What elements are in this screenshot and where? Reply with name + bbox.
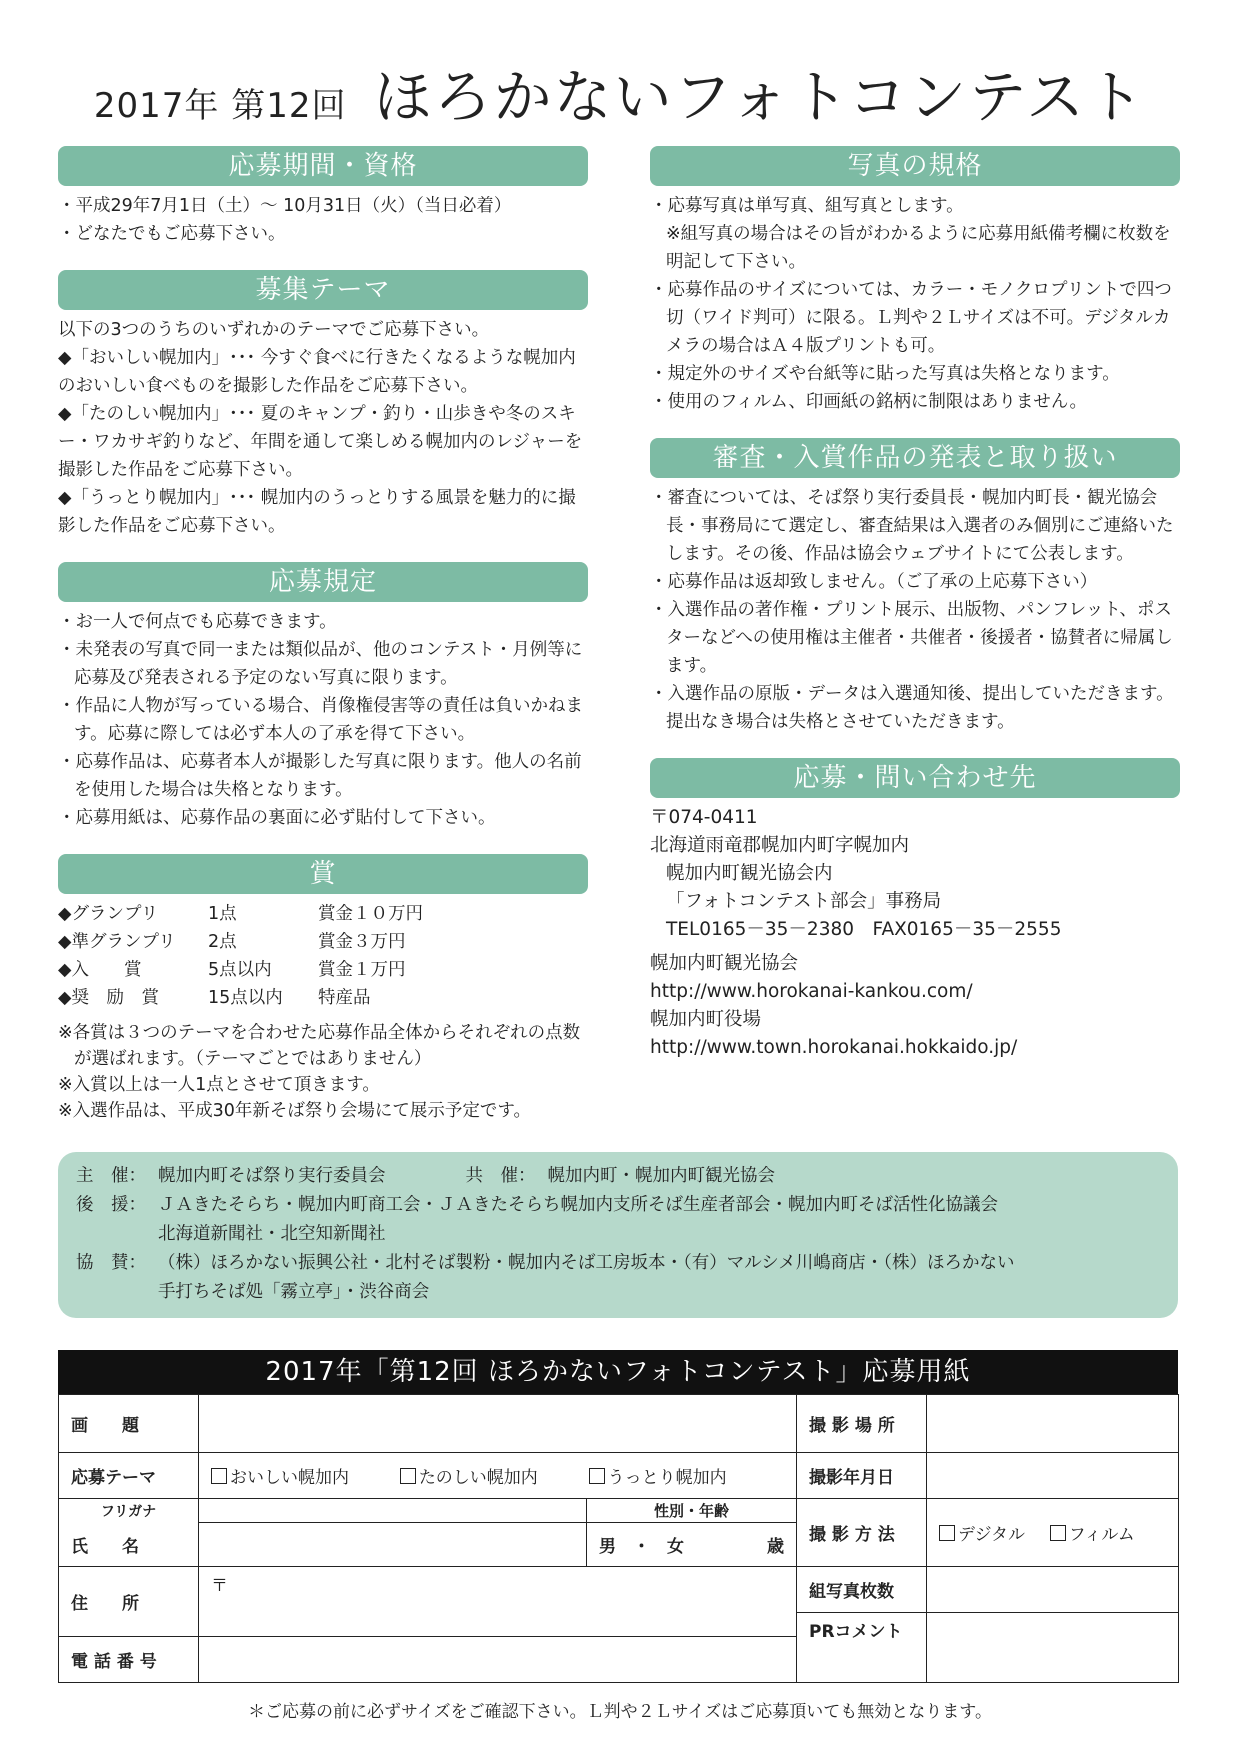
- list-item: ・規定外のサイズや台紙等に貼った写真は失格となります。: [650, 364, 1120, 384]
- town-url-link[interactable]: http://www.town.horokanai.hokkaido.jp/: [650, 1037, 1018, 1058]
- town-name: 幌加内町役場: [650, 1009, 762, 1030]
- method-options: [927, 1499, 1179, 1567]
- label-location: 撮 影 場 所: [797, 1395, 927, 1453]
- entry-form: [58, 1350, 1178, 1683]
- label-theme: 応募テーマ: [59, 1453, 199, 1499]
- section-judging: [650, 438, 1180, 736]
- paragraph: 以下の3つのうちのいずれかのテーマでご応募下さい。: [58, 320, 490, 340]
- page-title: [0, 50, 1240, 134]
- theme-checkbox-1[interactable]: おいしい幌加内: [211, 1468, 349, 1488]
- phone-input[interactable]: [199, 1637, 797, 1683]
- checkbox-icon: [939, 1525, 955, 1541]
- title-main: ほろかないフォトコンテスト: [373, 63, 1147, 131]
- list-item: ・作品に人物が写っている場合、肖像権侵害等の責任は負いかねます。応募に際しては必ず本人の了承を得て下さい。: [58, 696, 583, 744]
- list-item: ・応募写真は単写真、組写真とします。 ※組写真の場合はその旨がわかるように応募用紙備考欄に枚数を明記して下さい。: [650, 196, 1171, 272]
- list-item: ・応募作品のサイズについては、カラー・モノクロプリントで四つ切（ワイド判可）に限る。Ｌ判や２Ｌサイズは不可。デジタルカメラの場合はＡ４版プリントも可。: [650, 280, 1172, 356]
- prize-note: ※入選作品は、平成30年新そば祭り会場にて展示予定です。: [58, 1101, 532, 1121]
- support-row: 後 援： ＪＡきたそらち・幌加内町商工会・ＪＡきたそらち幌加内支所そば生産者部会・幌加内町そば活性化協議会: [76, 1195, 998, 1215]
- office-name: 「フォトコンテスト部会」事務局: [666, 891, 942, 912]
- method-checkbox-film[interactable]: フィルム: [1050, 1525, 1135, 1545]
- location-input[interactable]: [927, 1395, 1179, 1453]
- list-item: ・応募用紙は、応募作品の裏面に必ず貼付して下さい。: [58, 808, 496, 828]
- list-item: ・未発表の写真で同一または類似品が、他のコンテスト・月例等に応募及び発表される予定のない写真に限ります。: [58, 640, 583, 688]
- method-checkbox-digital[interactable]: デジタル: [939, 1525, 1025, 1545]
- left-column: [58, 146, 588, 1146]
- prize-row: ◆準グランプリ 2点 賞金３万円: [58, 932, 406, 952]
- list-item: ・使用のフィルム、印画紙の銘柄に制限はありません。: [650, 392, 1087, 412]
- section-header: 写真の規格: [650, 146, 1180, 186]
- list-item: ・平成29年7月1日（土）〜 10月31日（火）（当日必着）: [58, 196, 512, 216]
- list-item: ・応募作品は、応募者本人が撮影した写真に限ります。他人の名前を使用した場合は失格となります。: [58, 752, 582, 800]
- section-prizes: [58, 854, 588, 1124]
- gender-age-input[interactable]: 男 ・ 女 歳: [587, 1523, 797, 1567]
- comment-input[interactable]: [927, 1613, 1179, 1683]
- form-title: 2017年「第12回 ほろかないフォトコンテスト」応募用紙: [58, 1350, 1178, 1394]
- theme-options: [199, 1453, 797, 1499]
- section-header: 賞: [58, 854, 588, 894]
- prize-row: ◆入 賞 5点以内 賞金１万円: [58, 960, 406, 980]
- coop-row: 協 賛： （株）ほろかない振興公社・北村そば製粉・幌加内そば工房坂本・（有）マルシメ川嶋商店・（株）ほろかない: [76, 1253, 1015, 1273]
- assoc-name: 幌加内町観光協会: [650, 953, 799, 974]
- list-item: ・審査については、そば祭り実行委員長・幌加内町長・観光協会長・事務局にて選定し、審査結果は入選者のみ個別にご連絡いたします。その後、作品は協会ウェブサイトにて公表します。: [650, 488, 1174, 564]
- label-title: 画 題: [59, 1395, 199, 1453]
- title-prefix: 2017年 第12回: [93, 86, 347, 126]
- checkbox-icon: [1050, 1525, 1066, 1541]
- checkbox-icon: [400, 1468, 416, 1484]
- form-table: [58, 1394, 1179, 1683]
- label-count: 組写真枚数: [797, 1567, 927, 1613]
- label-comment: PRコメント: [797, 1613, 927, 1683]
- prize-row: ◆奨 励 賞 15点以内 特産品: [58, 988, 371, 1008]
- support-row-2: 北海道新聞社・北空知新聞社: [158, 1224, 386, 1244]
- address-input[interactable]: 〒: [199, 1567, 797, 1637]
- postal-code: 〒074-0411: [650, 807, 758, 828]
- section-period: [58, 146, 588, 248]
- prize-note: ※入賞以上は一人1点とさせて頂きます。: [58, 1075, 380, 1095]
- prize-note: ※各賞は３つのテーマを合わせた応募作品全体からそれぞれの点数が選ばれます。（テーマごとではありません）: [58, 1023, 581, 1069]
- paragraph: ◆「うっとり幌加内」･･･ 幌加内のうっとりする風景を魅力的に撮影した作品をご応募下さい。: [58, 488, 576, 536]
- address: 北海道雨竜郡幌加内町字幌加内: [650, 835, 910, 856]
- list-item: ・入選作品の原版・データは入選通知後、提出していただきます。提出なき場合は失格とさせていただきます。: [650, 684, 1174, 732]
- theme-checkbox-2[interactable]: たのしい幌加内: [400, 1468, 538, 1488]
- section-header: 募集テーマ: [58, 270, 588, 310]
- label-date: 撮影年月日: [797, 1453, 927, 1499]
- name-input[interactable]: [199, 1523, 587, 1567]
- label-name: 氏 名: [59, 1523, 199, 1567]
- org-name: 幌加内町観光協会内: [666, 863, 833, 884]
- label-address: 住 所: [59, 1567, 199, 1637]
- right-column: [650, 146, 1180, 1084]
- section-header: 審査・入賞作品の発表と取り扱い: [650, 438, 1180, 478]
- section-header: 応募・問い合わせ先: [650, 758, 1180, 798]
- list-item: ・お一人で何点でも応募できます。: [58, 612, 337, 632]
- paragraph: ◆「たのしい幌加内」･･･ 夏のキャンプ・釣り・山歩きや冬のスキー・ワカサギ釣りなど、年間を通して楽しめる幌加内のレジャーを撮影した作品をご応募下さい。: [58, 404, 583, 480]
- footer-note: ＊ご応募の前に必ずサイズをご確認下さい。Ｌ判や２Ｌサイズはご応募頂いても無効となります。: [248, 1702, 992, 1722]
- furigana-input[interactable]: [199, 1499, 587, 1523]
- label-gender-age: 性別・年齢: [587, 1499, 797, 1523]
- checkbox-icon: [211, 1468, 227, 1484]
- label-method: 撮 影 方 法: [797, 1499, 927, 1567]
- section-header: 応募期間・資格: [58, 146, 588, 186]
- prize-row: ◆グランプリ 1点 賞金１０万円: [58, 904, 423, 924]
- date-input[interactable]: [927, 1453, 1179, 1499]
- list-item: ・どなたでもご応募下さい。: [58, 224, 286, 244]
- phone-fax: TEL0165－35－2380 FAX0165－35－2555: [666, 919, 1062, 940]
- section-header: 応募規定: [58, 562, 588, 602]
- section-specs: [650, 146, 1180, 416]
- title-input[interactable]: [199, 1395, 797, 1453]
- assoc-url-link[interactable]: http://www.horokanai-kankou.com/: [650, 981, 973, 1002]
- count-input[interactable]: [927, 1567, 1179, 1613]
- checkbox-icon: [589, 1468, 605, 1484]
- section-rules: [58, 562, 588, 832]
- host-row: 主 催： 幌加内町そば祭り実行委員会 共 催： 幌加内町・幌加内町観光協会: [76, 1166, 775, 1186]
- list-item: ・入選作品の著作権・プリント展示、出版物、パンフレット、ポスターなどへの使用権は主催者・共催者・後援者・協賛者に帰属します。: [650, 600, 1173, 676]
- label-furigana: フリガナ: [59, 1499, 199, 1523]
- section-contact: [650, 758, 1180, 1062]
- list-item: ・応募作品は返却致しません。（ご了承の上応募下さい）: [650, 572, 1098, 592]
- label-phone: 電 話 番 号: [59, 1637, 199, 1683]
- section-theme: [58, 270, 588, 540]
- theme-checkbox-3[interactable]: うっとり幌加内: [589, 1468, 727, 1488]
- coop-row-2: 手打ちそば処「霧立亭」・渋谷商会: [158, 1282, 430, 1302]
- paragraph: ◆「おいしい幌加内」･･･ 今すぐ食べに行きたくなるような幌加内のおいしい食べものを撮影した作品をご応募下さい。: [58, 348, 576, 396]
- sponsor-box: [58, 1152, 1178, 1318]
